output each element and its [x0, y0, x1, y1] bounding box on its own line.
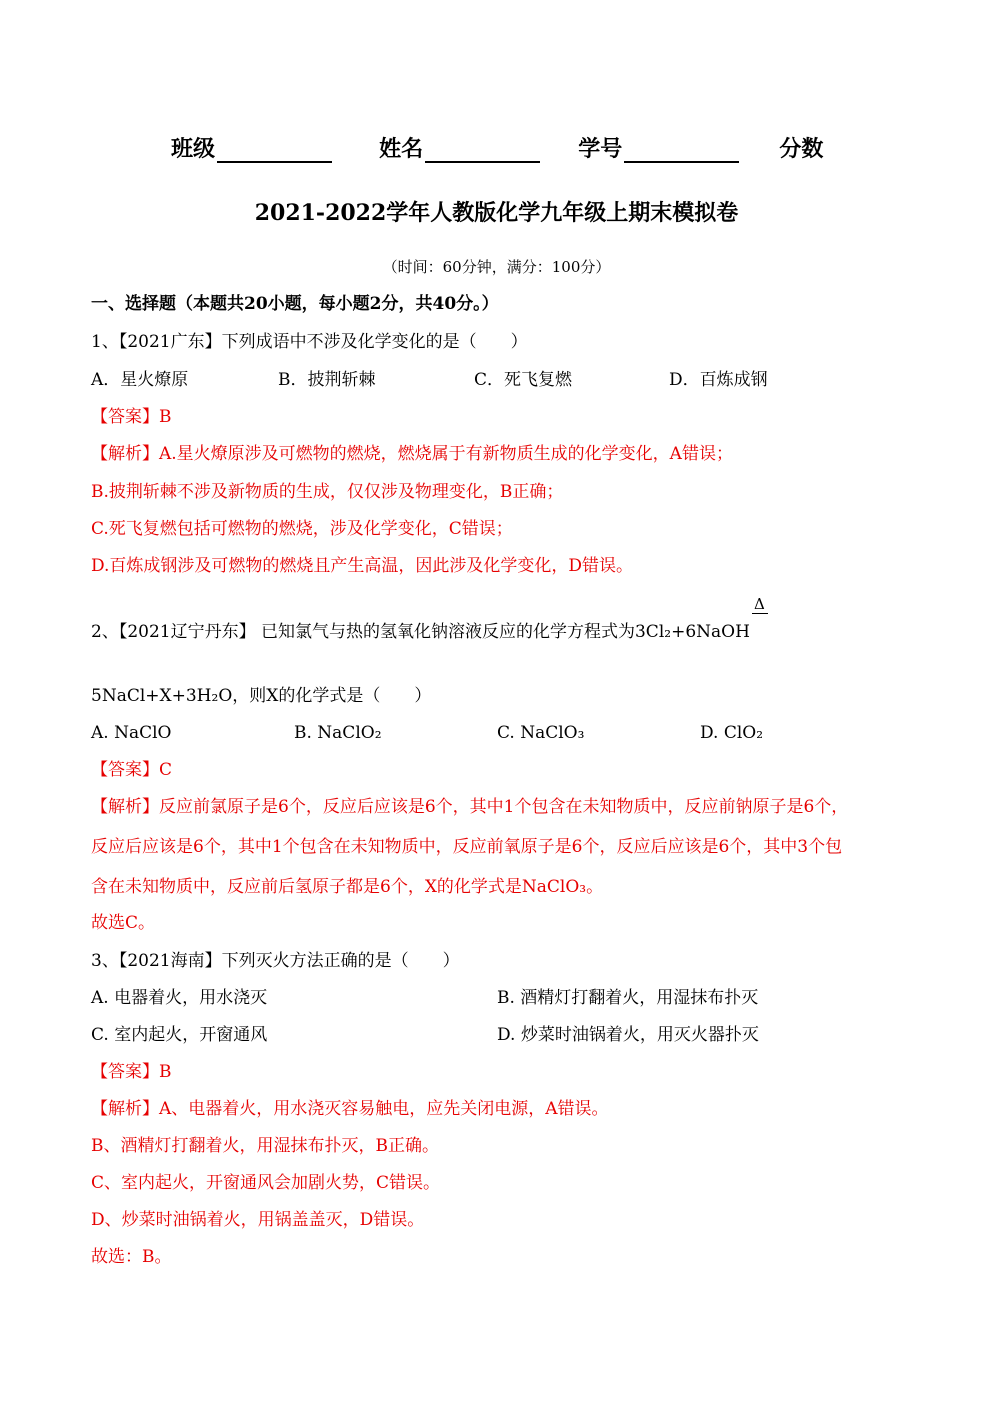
question-1-stem [91, 331, 528, 353]
q2-analysis-line: 反应后应该是6个，其中1个包含在未知物质中，反应前氧原子是6个，反应后应该是6个，其中3个包 [91, 837, 843, 857]
question-2-stem [91, 621, 750, 643]
q1-analysis-line [91, 443, 733, 465]
student-info-header [171, 132, 823, 162]
q2-option-d: D. ClO₂ [700, 723, 764, 743]
class-label: 班级 [171, 136, 216, 162]
q3-answer [91, 1061, 172, 1083]
analysis-label: 【解析】 [91, 1099, 159, 1119]
exam-subtitle: （时间：60分钟，满分：100分） [382, 258, 611, 276]
name-blank [425, 139, 540, 163]
q3-option-d: D. 炒菜时油锅着火，用灭火器扑灭 [497, 1025, 759, 1045]
answer-value: B [159, 1062, 172, 1082]
score-label: 分数 [779, 136, 824, 162]
question-text: 下列成语中不涉及化学变化的是（ ） [221, 332, 528, 352]
question-text: 已知氯气与热的氢氧化钠溶液反应的化学方程式为3Cl₂+6NaOH [255, 622, 750, 642]
q3-analysis-line: B、酒精灯打翻着火，用湿抹布扑灭，B正确。 [91, 1136, 439, 1156]
answer-label: 【答案】 [91, 1062, 159, 1082]
answer-label: 【答案】 [91, 407, 159, 427]
q3-analysis-line: C、室内起火，开窗通风会加剧火势，C错误。 [91, 1173, 441, 1193]
class-blank [217, 139, 332, 163]
question-text: 下列灭火方法正确的是（ ） [221, 951, 460, 971]
question-source: 【2021广东】 [118, 332, 222, 352]
id-blank [624, 139, 739, 163]
q1-option-d: D．百炼成钢 [669, 370, 768, 390]
heating-delta-symbol: Δ [754, 595, 765, 613]
question-3-stem [91, 950, 460, 972]
q2-conclusion: 故选C。 [91, 913, 156, 933]
name-label: 姓名 [379, 136, 424, 162]
q3-option-c: C. 室内起火，开窗通风 [91, 1025, 268, 1045]
q3-option-b: B. 酒精灯打翻着火，用湿抹布扑灭 [497, 988, 759, 1008]
q2-option-c: C. NaClO₃ [497, 723, 585, 743]
question-source: 【2021海南】 [118, 951, 222, 971]
q3-conclusion: 故选：B。 [91, 1247, 172, 1267]
analysis-text: A、电器着火，用水浇灭容易触电，应先关闭电源，A错误。 [159, 1099, 609, 1119]
answer-value: C [159, 760, 173, 780]
answer-label: 【答案】 [91, 760, 159, 780]
analysis-text: A.星火燎原涉及可燃物的燃烧，燃烧属于有新物质生成的化学变化，A错误； [159, 444, 733, 464]
q1-option-c: C．死飞复燃 [474, 370, 573, 390]
answer-value: B [159, 407, 172, 427]
q2-answer [91, 759, 172, 781]
analysis-label: 【解析】 [91, 797, 159, 817]
q3-analysis-line: D、炒菜时油锅着火，用锅盖盖灭，D错误。 [91, 1210, 425, 1230]
id-label: 学号 [578, 136, 623, 162]
q2-analysis-line [91, 796, 848, 818]
equation-arrow-line [752, 613, 768, 614]
q1-option-a: A．星火燎原 [91, 370, 189, 390]
q1-option-b: B．披荆斩棘 [278, 370, 376, 390]
q3-option-a: A. 电器着火，用水浇灭 [91, 988, 268, 1008]
question-number: 2、 [91, 622, 119, 642]
q1-analysis-line: B.披荆斩棘不涉及新物质的生成，仅仅涉及物理变化，B正确； [91, 482, 564, 502]
question-2-stem-continued: 5NaCl+X+3H₂O，则X的化学式是（ ） [91, 686, 432, 706]
q2-option-a: A. NaClO [91, 723, 172, 743]
q1-answer [91, 406, 172, 428]
question-number: 3、 [91, 951, 119, 971]
question-number: 1、 [91, 332, 119, 352]
analysis-text: 反应前氯原子是6个，反应后应该是6个，其中1个包含在未知物质中，反应前钠原子是6个， [159, 797, 849, 817]
q1-analysis-line: C.死飞复燃包括可燃物的燃烧，涉及化学变化，C错误； [91, 519, 513, 539]
q3-analysis-line [91, 1098, 609, 1120]
q2-option-b: B. NaClO₂ [294, 723, 382, 743]
section-heading: 一、选择题（本题共20小题，每小题2分，共40分。） [91, 294, 499, 314]
analysis-label: 【解析】 [91, 444, 159, 464]
question-source: 【2021辽宁丹东】 [118, 622, 256, 642]
q1-analysis-line: D.百炼成钢涉及可燃物的燃烧且产生高温，因此涉及化学变化，D错误。 [91, 556, 634, 576]
page-title: 2021-2022学年人教版化学九年级上期末模拟卷 [254, 200, 739, 226]
q2-analysis-line: 含在未知物质中，反应前后氢原子都是6个，X的化学式是NaClO₃。 [91, 877, 604, 897]
